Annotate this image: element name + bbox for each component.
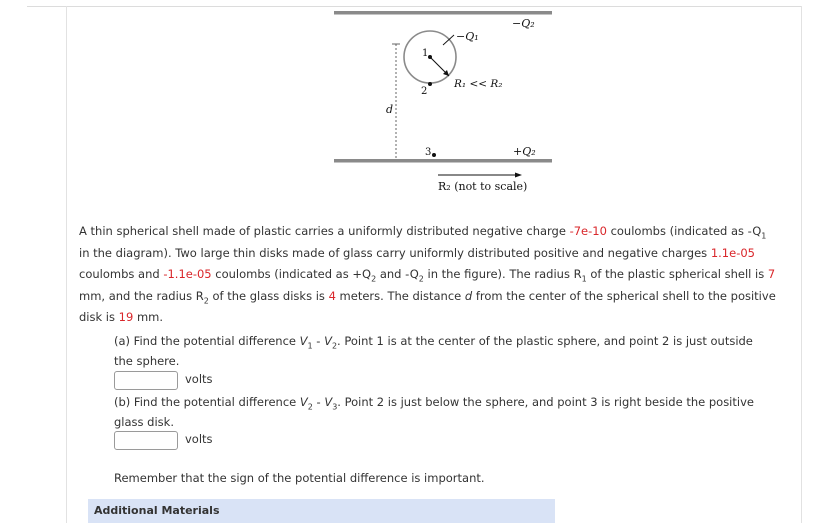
label-r2: R₂ (not to scale) [438,180,528,193]
label-r1-r2: R₁ << R₂ [454,78,503,90]
page-top-border [27,0,802,7]
label-d: d [386,103,394,116]
label-plus-q2: +Q₂ [513,145,536,158]
part-b-unit: volts [185,432,213,446]
label-minus-q1: −Q₁ [456,30,479,43]
problem-statement: A thin spherical shell made of plastic carries a uniformly distributed negative charge -7e-10 coulombs (indicated as $-Q_1$ in the diagram). Two large thin disks made of glass carry uniformly distributed positive and negative charges 1.1e-05 coulombs and -1.1e-05 coulombs (indicated as $+Q_2$ and $-Q_2$ in the figure). The radius $R_1$ of the plastic spherical shell is 7 mm, and the radius $R_2$ of the glass disks is 4 meters. The distance d from the center of the spherical shell to the positive disk is 19 mm. [79,224,776,325]
d-value: 19 [118,310,134,325]
label-point-3: 3 [425,147,432,158]
q2-negative-value: -1.1e-05 [163,267,212,282]
content-left-border [66,6,67,523]
label-minus-q2: −Q₂ [512,17,535,30]
additional-materials-header[interactable]: Additional Materials [88,499,555,523]
part-b-answer-input[interactable] [114,431,178,450]
content-right-border [801,6,802,523]
negative-disk [334,11,552,15]
q1-value: -7e-10 [569,224,607,238]
part-b-question: (b) Find the potential difference $V_2 - V_3$. Point 2 is just below the sphere, and point 3 is right beside the positive glass disk. [114,395,754,429]
q2-value: 1.1e-05 [710,245,755,260]
sign-reminder: Remember that the sign of the potential difference is important. [114,471,485,485]
physics-diagram [330,8,560,200]
r2-arrowhead [515,173,522,178]
positive-disk [334,159,552,163]
point-1-dot [428,55,432,59]
part-a-answer-input[interactable] [114,371,178,390]
point-2-dot [428,82,432,86]
point-3-dot [432,153,436,157]
label-point-2: 2 [421,86,428,97]
r2-value: 4 [328,288,336,303]
label-point-1: 1 [422,48,429,59]
part-a-unit: volts [185,372,213,386]
part-a-question: (a) Find the potential difference $V_1 - V_2$. Point 1 is at the center of the plastic sphere, and point 2 is just outside the sphere. [114,334,753,368]
r1-value: 7 [767,267,776,282]
